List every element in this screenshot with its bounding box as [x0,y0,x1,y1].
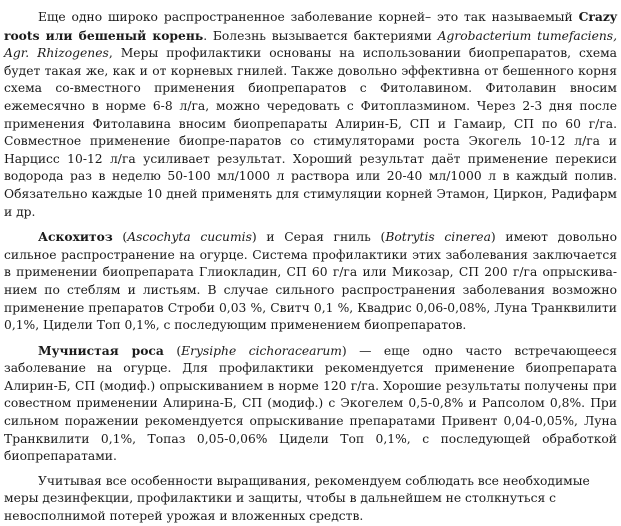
latin-name: Agrobacterium tumefaciens, Agr. Rhizogenes [4,28,617,61]
text-segment: ( [163,343,182,358]
latin-name: Botrytis cinerea [385,230,491,245]
paragraph-ascochytosis [4,228,617,335]
paragraph-conclusion [4,473,617,526]
text-segment: ( [112,230,128,245]
latin-name: Erysiphe cichoracearum [181,343,342,358]
text-segment: ) имеют довольно сильное распространение на огурце. Система профилактики этих заболевания заключается в применении биопрепарата Глиокладин, СП 60 г/га или Микозар, СП 200 г/га опрыскива-нием по стеблям и листьям. В случае сильного распространения заболевания возможно применение препаратов Строби 0,03 %, Свитч 0,1 %, Квадрис 0,06-0,08%, Луна Транквилити 0,1%, Цидели Топ 0,1%, с последующим применением биопрепаратов. [4,230,617,333]
latin-name: Ascochyta cucumis [127,230,252,245]
text-segment: Учитывая все особенности выращивания, рекомендуем соблюдать все необходимые меры дезинфекции, профилактики и защиты, чтобы в дальнейшем не столкнуться с невосполнимой потерей урожая и вложенных средств. [4,473,590,524]
paragraph-crazy-roots [4,8,617,221]
text-segment: Еще одно широко распространенное заболевание корней– это так называемый [38,10,579,24]
bold-term: Мучнистая роса [38,342,164,358]
text-segment: . Болезнь вызывается бактериями [203,28,438,43]
bold-term: Crazy roots или бешеный корень [4,9,617,43]
text-segment: ) — еще одно часто встречающееся заболевание на огурце. Для профилактики рекомендуется применение биопрепарата Алирин-Б, СП (модиф.) опрыскиванием в норме 120 г/га. Хорошие результаты получены при совестном применении Алирина-Б, СП (модиф.) с Экогелем 0,5-0,8% и Рапсолом 0,8%. При сильном поражении рекомендуется опрыскивание препаратами Привент 0,04-0,05%, Луна Транквилити 0,1%, Топаз 0,05-0,06% Цидели Топ 0,1%, с последующей обработкой биопрепаратами. [4,343,617,464]
bold-term: Аскохитоз [38,229,113,245]
paragraph-powdery-mildew [4,342,617,466]
text-segment: , Меры профилактики основаны на использовании биопрепаратов, схема будет такая же, как и от корневых гнилей. Также довольно эффективна от бешенного корня схема со-вместного применения биопрепаратов с Фитолавином. Фитолавин вносим ежемесячно в норме 6-8 л/га, можно чередовать с Фитоплазмином. Через 2-3 дня после применения Фитолавина вносим биопрепараты Алирин-Б, СП и Гамаир, СП по 60 г/га. Совместное применение биопре-паратов со стимуляторами роста Экогель 10-12 л/га и Нарцисс 10-12 л/га усиливает результат. Хороший результат даёт применение перекиси водорода раз в неделю 50-100 мл/1000 л раствора или 20-40 мл/1000 л в каждый полив. Обязательно каждые 10 дней применять для стимуляции корней Этамон, Циркон, Радифарм и др. [4,46,617,219]
text-segment: ) и Серая гниль ( [251,230,386,245]
